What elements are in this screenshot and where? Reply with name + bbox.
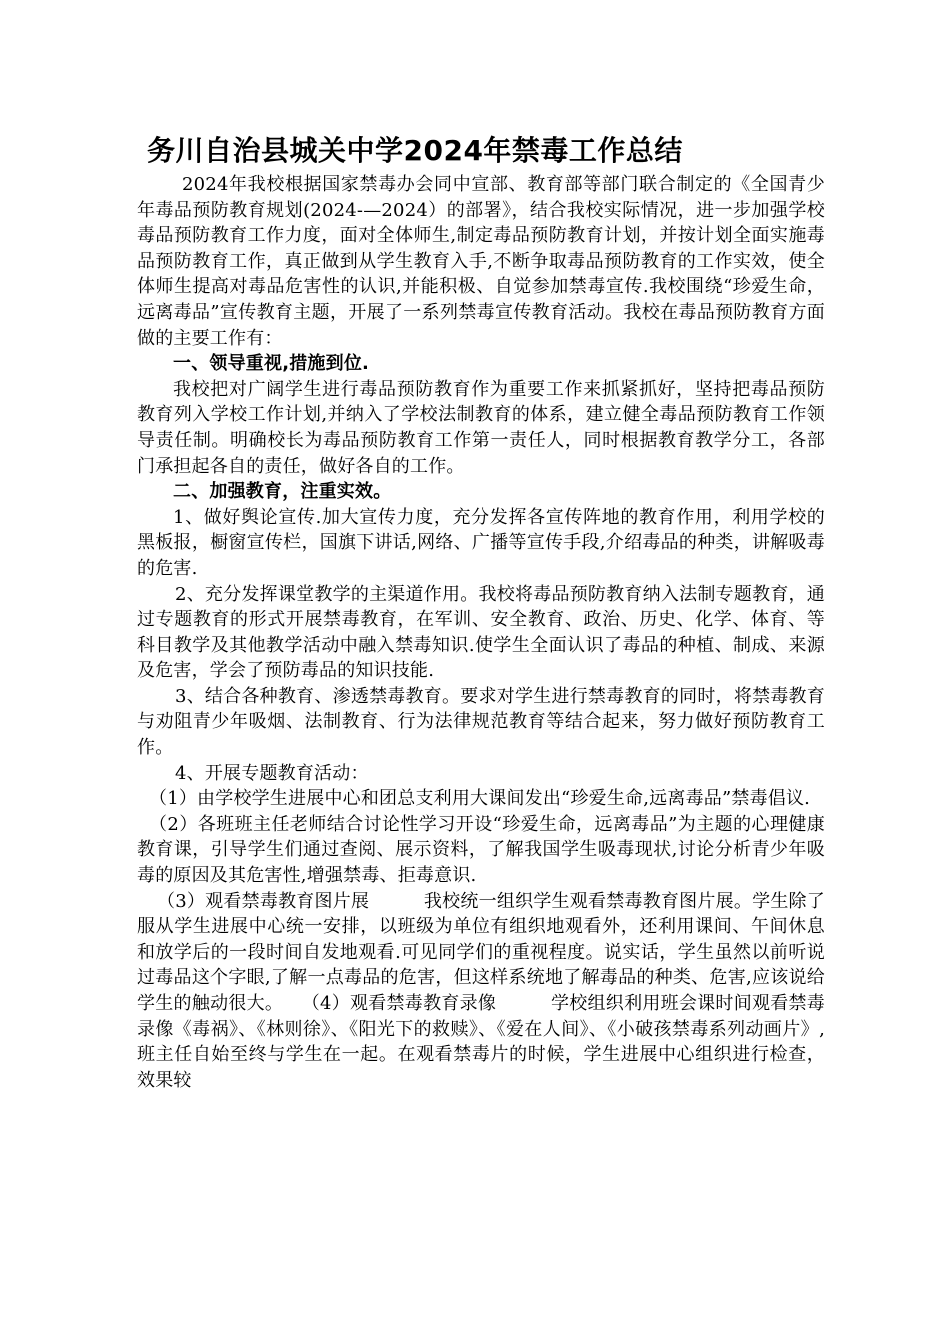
sub-item-2-paragraph: （2）各班班主任老师结合讨论性学习开设“珍爱生命，远离毒品”为主题的心理健康教育课，引导学生们通过查阅、展示资料，了解我国学生吸毒现状,讨论分析青少年吸毒的原因及其危害性,增强禁毒、拒毒意识.: [137, 813, 825, 887]
document-body: [137, 172, 825, 1093]
section-heading-2: 二、加强教育，注重实效。: [173, 481, 392, 503]
sub-item-3-4-paragraph: （3）观看禁毒教育图片展 我校统一组织学生观看禁毒教育图片展。学生除了服从学生进展中心统一安排，以班级为单位有组织地观看外，还利用课间、午间休息和放学后的一段时间自发地观看.可见同学们的重视程度。说实话，学生虽然以前听说过毒品这个字眼,了解一点毒品的危害，但这样系统地了解毒品的种类、危害,应该说给学生的触动很大。 （4）观看禁毒教育录像 学校组织利用班会课时间观看禁毒录像《毒祸》、《林则徐》、《阳光下的救赎》、《爱在人间》、《小破孩禁毒系列动画片》,班主任自始至终与学生在一起。在观看禁毒片的时候，学生进展中心组织进行检查，效果较: [137, 890, 825, 1091]
intro-paragraph: 2024年我校根据国家禁毒办会同中宣部、教育部等部门联合制定的《全国青少年毒品预防教育规划(2024-—2024）的部署》，结合我校实际情况，进一步加强学校毒品预防教育工作力度，面对全体师生,制定毒品预防教育计划，并按计划全面实施毒品预防教育工作，真正做到从学生教育入手,不断争取毒品预防教育的工作实效，使全体师生提高对毒品危害性的认识,并能积极、自觉参加禁毒宣传.我校围绕“珍爱生命，远离毒品”宣传教育主题，开展了一系列禁毒宣传教育活动。我校在毒品预防教育方面做的主要工作有：: [137, 174, 825, 349]
item-3-paragraph: 3、结合各种教育、渗透禁毒教育。要求对学生进行禁毒教育的同时，将禁毒教育与劝阻青少年吸烟、法制教育、行为法律规范教育等结合起来，努力做好预防教育工作。: [137, 685, 825, 759]
item-1-paragraph: 1、做好舆论宣传.加大宣传力度，充分发挥各宣传阵地的教育作用，利用学校的黑板报，橱窗宣传栏，国旗下讲话,网络、广播等宣传手段,介绍毒品的种类，讲解吸毒的危害.: [137, 506, 825, 579]
sub-item-1-paragraph: （1）由学校学生进展中心和团总支利用大课间发出“珍爱生命,远离毒品”禁毒倡议.: [149, 788, 811, 810]
item-4-paragraph: 4、开展专题教育活动：: [175, 762, 369, 784]
item-2-paragraph: 2、充分发挥课堂教学的主渠道作用。我校将毒品预防教育纳入法制专题教育，通过专题教育的形式开展禁毒教育，在军训、安全教育、政治、历史、化学、体育、等科目教学及其他教学活动中融入禁毒知识.使学生全面认识了毒品的种植、制成、来源及危害，学会了预防毒品的知识技能.: [137, 583, 825, 682]
document-title: 务川自治县城关中学2024年禁毒工作总结: [147, 134, 683, 167]
section-1-paragraph: 我校把对广阔学生进行毒品预防教育作为重要工作来抓紧抓好，坚持把毒品预防教育列入学校工作计划,并纳入了学校法制教育的体系，建立健全毒品预防教育工作领导责任制。明确校长为毒品预防教育工作第一责任人，同时根据教育教学分工，各部门承担起各自的责任，做好各自的工作。: [137, 378, 825, 477]
section-heading-1: 一、领导重视,措施到位.: [173, 353, 370, 375]
